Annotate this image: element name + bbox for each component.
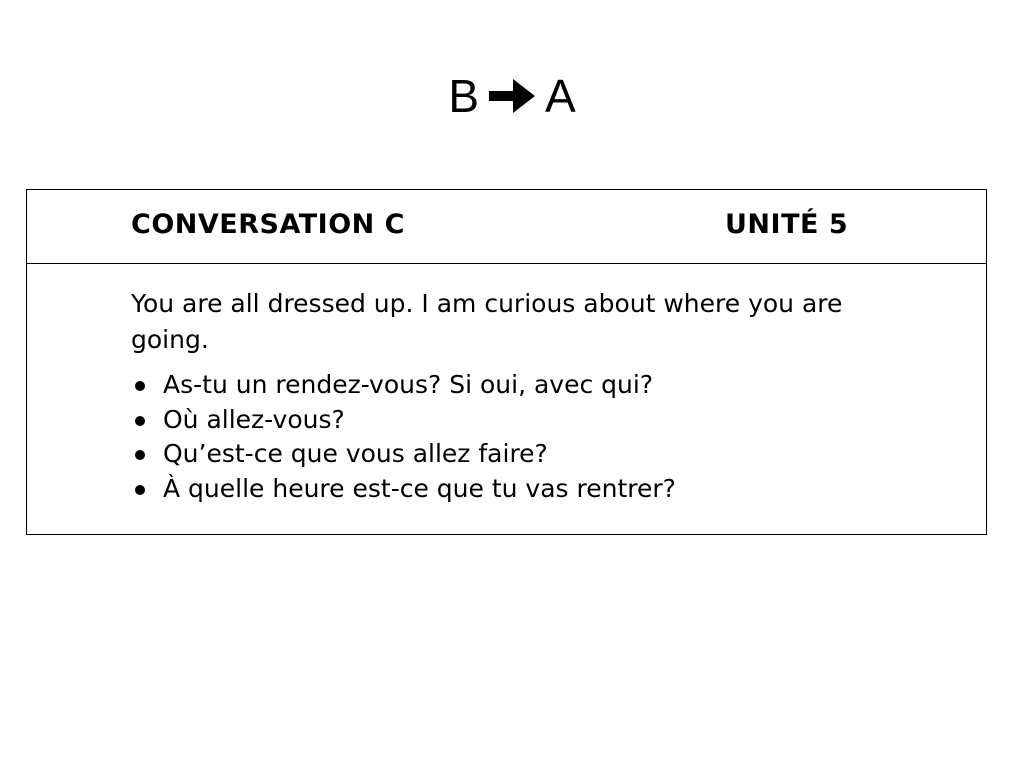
bullet-icon (135, 416, 145, 426)
list-item (131, 472, 891, 507)
conversation-label: CONVERSATION C (131, 209, 405, 240)
unit-label: UNITÉ 5 (725, 209, 849, 240)
question-list (131, 368, 891, 506)
title-from: B (448, 70, 479, 122)
question-text: As-tu un rendez-vous? Si oui, avec qui? (163, 370, 654, 399)
conversation-card (26, 189, 987, 535)
list-item (131, 437, 891, 472)
card-body (131, 286, 891, 506)
question-text: À quelle heure est-ce que tu vas rentrer? (163, 473, 676, 503)
question-text: Qu’est-ce que vous allez faire? (163, 439, 548, 468)
card-header (27, 190, 986, 264)
list-item (131, 403, 891, 438)
bullet-icon (135, 485, 145, 495)
title-to: A (545, 70, 576, 122)
slide-title (0, 66, 1024, 126)
list-item (131, 368, 891, 403)
bullet-icon (135, 381, 145, 391)
right-arrow-icon (489, 76, 535, 116)
question-text: Où allez-vous? (163, 404, 345, 434)
bullet-icon (135, 450, 145, 460)
scenario-prompt: You are all dressed up. I am curious about where you are going. (131, 289, 843, 354)
